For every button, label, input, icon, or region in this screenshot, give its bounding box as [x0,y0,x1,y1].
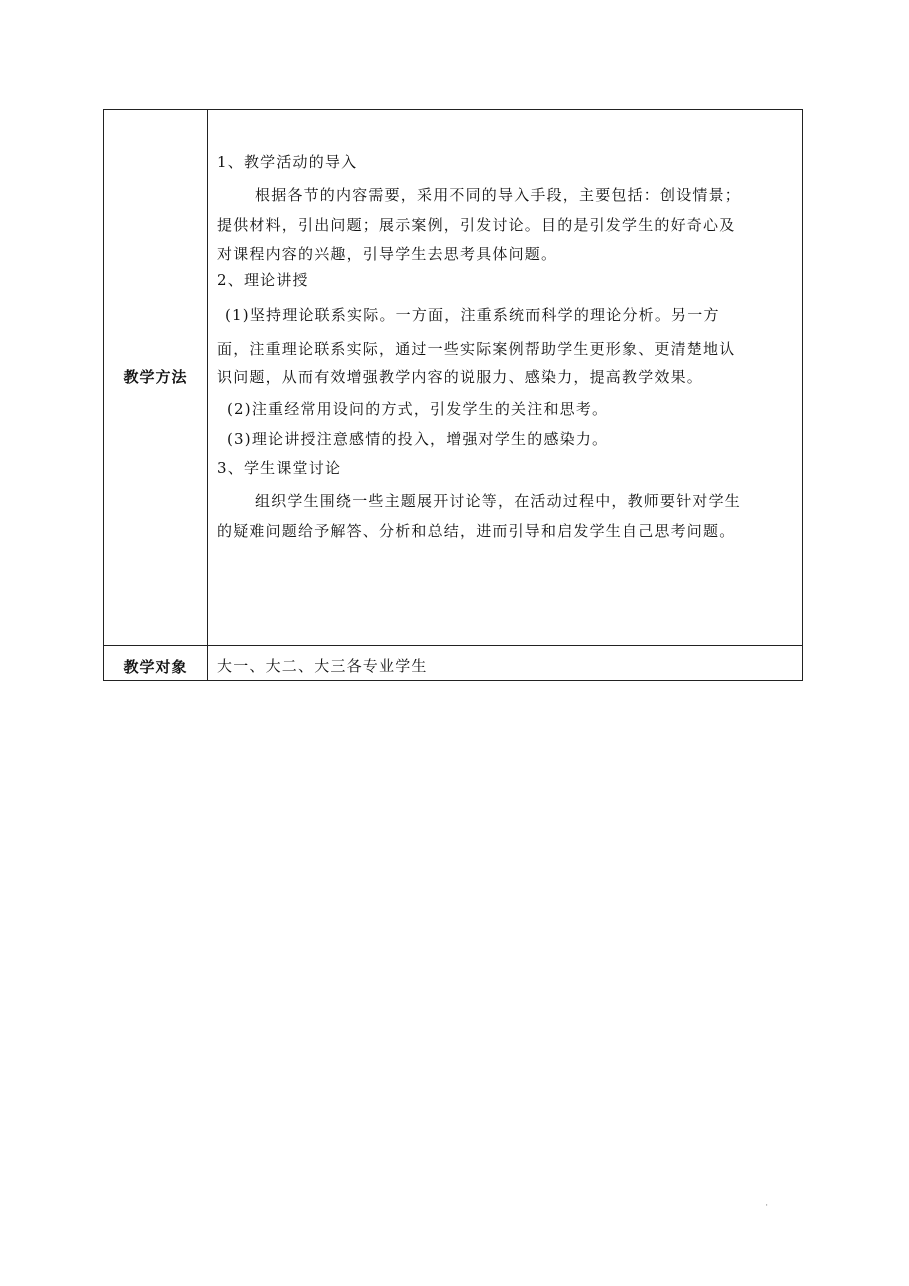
list-item: (3)理论讲授注意感情的投入，增强对学生的感染力。 [227,430,609,448]
list-item: (2)注重经常用设问的方式，引发学生的关注和思考。 [227,400,609,418]
list-item-line: 面，注重理论联系实际，通过一些实际案例帮助学生更形象、更清楚地认 [217,340,736,358]
row-divider [104,645,802,646]
page-mark: ' [766,1204,768,1211]
paragraph-line: 的疑难问题给予解答、分析和总结，进而引导和启发学生自己思考问题。 [217,522,736,540]
section-title: 1、教学活动的导入 [217,153,358,171]
method-label: 教学方法 [123,368,188,386]
paragraph-line: 对课程内容的兴趣，引导学生去思考具体问题。 [217,245,558,263]
list-item-line: 识问题，从而有效增强教学内容的说服力、感染力，提高教学效果。 [217,368,704,386]
info-table [103,109,803,681]
section-title: 3、学生课堂讨论 [217,459,342,477]
section-title: 2、理论讲授 [217,271,309,289]
list-item-line: (1)坚持理论联系实际。一方面，注重系统而科学的理论分析。另一方 [225,306,720,324]
audience-label: 教学对象 [123,658,188,676]
audience-value: 大一、大二、大三各专业学生 [217,657,428,675]
column-divider [207,110,208,680]
method-content [217,150,797,546]
paragraph-line: 组织学生围绕一些主题展开讨论等，在活动过程中，教师要针对学生 [255,492,742,510]
paragraph-line: 提供材料，引出问题；展示案例，引发讨论。目的是引发学生的好奇心及 [217,216,736,234]
paragraph-line: 根据各节的内容需要，采用不同的导入手段，主要包括：创设情景； [255,186,742,204]
